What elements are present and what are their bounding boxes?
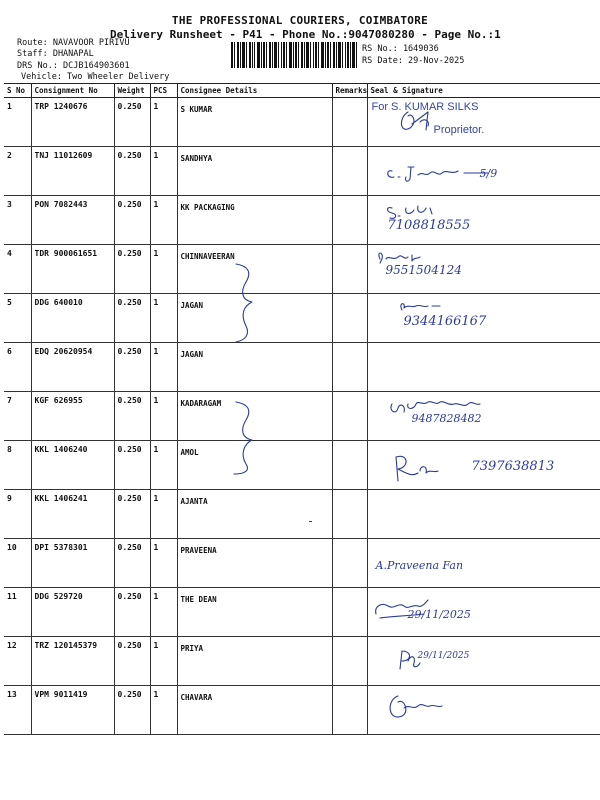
signature-cell: [367, 539, 600, 588]
pcs-cell: 1: [150, 196, 177, 245]
signature-cell: [367, 588, 600, 637]
consignment-cell: VPM 9011419: [31, 686, 114, 735]
stamp-title: Proprietor.: [433, 124, 485, 136]
signature-cell: [367, 147, 600, 196]
remarks-cell: [332, 196, 367, 245]
consignee-cell: S KUMAR: [177, 98, 332, 147]
table-row: [4, 392, 600, 441]
remarks-cell: [332, 294, 367, 343]
sno-cell: 7: [4, 392, 31, 441]
consignee-cell: JAGAN: [177, 294, 332, 343]
weight-cell: 0.250: [114, 294, 150, 343]
staff-label: Staff: DHANAPAL: [17, 49, 94, 59]
consignment-cell: TRZ 120145379: [31, 637, 114, 686]
remarks-cell: [332, 441, 367, 490]
pcs-cell: 1: [150, 392, 177, 441]
consignee-cell: THE DEAN: [177, 588, 332, 637]
weight-cell: 0.250: [114, 686, 150, 735]
pcs-cell: 1: [150, 588, 177, 637]
consignee-cell: AJANTA: [177, 490, 332, 539]
table-row: [4, 245, 600, 294]
signature-cell: [367, 98, 600, 147]
weight-cell: 0.250: [114, 196, 150, 245]
handwritten-signature: [368, 637, 600, 679]
sno-cell: 8: [4, 441, 31, 490]
pcs-cell: 1: [150, 147, 177, 196]
table-row: [4, 196, 600, 245]
table-row: [4, 686, 600, 735]
consignment-cell: TNJ 11012609: [31, 147, 114, 196]
table-row: [4, 441, 600, 490]
sno-cell: 12: [4, 637, 31, 686]
sno-cell: 4: [4, 245, 31, 294]
col-header-consignee: Consignee Details: [177, 84, 332, 98]
table-row: [4, 490, 600, 539]
col-header-remarks: Remarks: [332, 84, 367, 98]
handwritten-date: 29/11/2025: [417, 651, 470, 661]
signature-cell: [367, 343, 600, 392]
signature-cell: [367, 637, 600, 686]
weight-cell: 0.250: [114, 98, 150, 147]
consignment-cell: DDG 529720: [31, 588, 114, 637]
weight-cell: 0.250: [114, 245, 150, 294]
sno-cell: 6: [4, 343, 31, 392]
company-title: THE PROFESSIONAL COURIERS, COIMBATORE: [171, 14, 429, 27]
vehicle-label: Vehicle: Two Wheeler Delivery: [21, 72, 170, 82]
rs-number: RS No.: 1649036: [362, 44, 439, 54]
table-row: [4, 147, 600, 196]
remarks-cell: [332, 686, 367, 735]
sno-cell: 3: [4, 196, 31, 245]
handwritten-phone: 9344166167: [403, 314, 487, 329]
table-row: [4, 539, 600, 588]
weight-cell: 0.250: [114, 392, 150, 441]
remarks-cell: [332, 98, 367, 147]
signature-cell: [367, 245, 600, 294]
consignee-cell: JAGAN: [177, 343, 332, 392]
consignment-cell: KGF 626955: [31, 392, 114, 441]
consignment-cell: KKL 1406240: [31, 441, 114, 490]
handwritten-phone: 7108818555: [387, 218, 471, 233]
sno-cell: 1: [4, 98, 31, 147]
signature-cell: [367, 490, 600, 539]
handwritten-signature: [368, 686, 600, 728]
signature-cell: [367, 441, 600, 490]
handwritten-phone: 7397638813: [471, 459, 555, 474]
weight-cell: 0.250: [114, 490, 150, 539]
weight-cell: 0.250: [114, 343, 150, 392]
pcs-cell: 1: [150, 637, 177, 686]
pcs-cell: 1: [150, 294, 177, 343]
pcs-cell: 1: [150, 539, 177, 588]
consignment-cell: TRP 1240676: [31, 98, 114, 147]
signature-cell: [367, 686, 600, 735]
col-header-pcs: PCS: [150, 84, 177, 98]
handwritten-phone: 9487828482: [411, 412, 482, 425]
sno-cell: 10: [4, 539, 31, 588]
sno-cell: 13: [4, 686, 31, 735]
pcs-cell: 1: [150, 98, 177, 147]
remarks-cell: [332, 539, 367, 588]
sno-cell: 9: [4, 490, 31, 539]
weight-cell: 0.250: [114, 147, 150, 196]
consignment-cell: PON 7082443: [31, 196, 114, 245]
col-header-signature: Seal & Signature: [367, 84, 600, 98]
consignee-cell: AMOL: [177, 441, 332, 490]
remarks-cell: [332, 392, 367, 441]
consignee-cell: KK PACKAGING: [177, 196, 332, 245]
consignment-cell: DDG 640010: [31, 294, 114, 343]
remarks-cell: [332, 588, 367, 637]
pcs-cell: 1: [150, 686, 177, 735]
handwritten-signature: [368, 588, 600, 630]
col-header-sno: S No: [4, 84, 31, 98]
consignee-cell: SANDHYA: [177, 147, 332, 196]
pcs-cell: 1: [150, 441, 177, 490]
consignee-cell: PRIYA: [177, 637, 332, 686]
rs-date: RS Date: 29-Nov-2025: [362, 56, 465, 66]
weight-cell: 0.250: [114, 441, 150, 490]
pcs-cell: 1: [150, 490, 177, 539]
sno-cell: 5: [4, 294, 31, 343]
table-row: [4, 294, 600, 343]
runsheet-title: Delivery Runsheet - P41 - Phone No.:9047080280 - Page No.:1: [110, 28, 501, 41]
table-row: [4, 588, 600, 637]
weight-cell: 0.250: [114, 539, 150, 588]
barcode-image: [231, 42, 357, 68]
remarks-cell: [332, 343, 367, 392]
consignee-cell: CHAVARA: [177, 686, 332, 735]
drs-number: DRS No.: DCJB164903601: [17, 61, 130, 71]
handwritten-phone: 9551504124: [385, 263, 462, 277]
table-row: [4, 98, 600, 147]
consignee-cell: KADARAGAM: [177, 392, 332, 441]
sno-cell: 11: [4, 588, 31, 637]
pcs-cell: 1: [150, 343, 177, 392]
route-label: Route: NAVAVOOR PIRIVU: [17, 38, 130, 48]
remarks-cell: [332, 245, 367, 294]
consignee-cell: PRAVEENA: [177, 539, 332, 588]
runsheet-table: [4, 83, 600, 735]
handwritten-signature: [368, 392, 600, 434]
table-row: [4, 637, 600, 686]
table-header-row: [4, 84, 600, 98]
signature-cell: [367, 196, 600, 245]
sno-cell: 2: [4, 147, 31, 196]
table-row: [4, 343, 600, 392]
consignment-cell: DPI 5378301: [31, 539, 114, 588]
bracket-mark: [228, 262, 268, 478]
stray-mark: [309, 521, 312, 522]
remarks-cell: [332, 490, 367, 539]
remarks-cell: [332, 147, 367, 196]
consignment-cell: EDQ 20620954: [31, 343, 114, 392]
handwritten-note: 5/9: [479, 167, 498, 180]
pcs-cell: 1: [150, 245, 177, 294]
company-stamp: For S. KUMAR SILKS: [371, 101, 479, 113]
consignment-cell: TDR 900061651: [31, 245, 114, 294]
handwritten-name: A.Praveena Fan: [375, 559, 464, 572]
consignee-cell: CHINNAVEERAN: [177, 245, 332, 294]
weight-cell: 0.250: [114, 637, 150, 686]
weight-cell: 0.250: [114, 588, 150, 637]
signature-cell: [367, 392, 600, 441]
remarks-cell: [332, 637, 367, 686]
signature-cell: [367, 294, 600, 343]
handwritten-date: 29/11/2025: [407, 608, 471, 621]
col-header-weight: Weight: [114, 84, 150, 98]
consignment-cell: KKL 1406241: [31, 490, 114, 539]
col-header-consignment: Consignment No: [31, 84, 114, 98]
